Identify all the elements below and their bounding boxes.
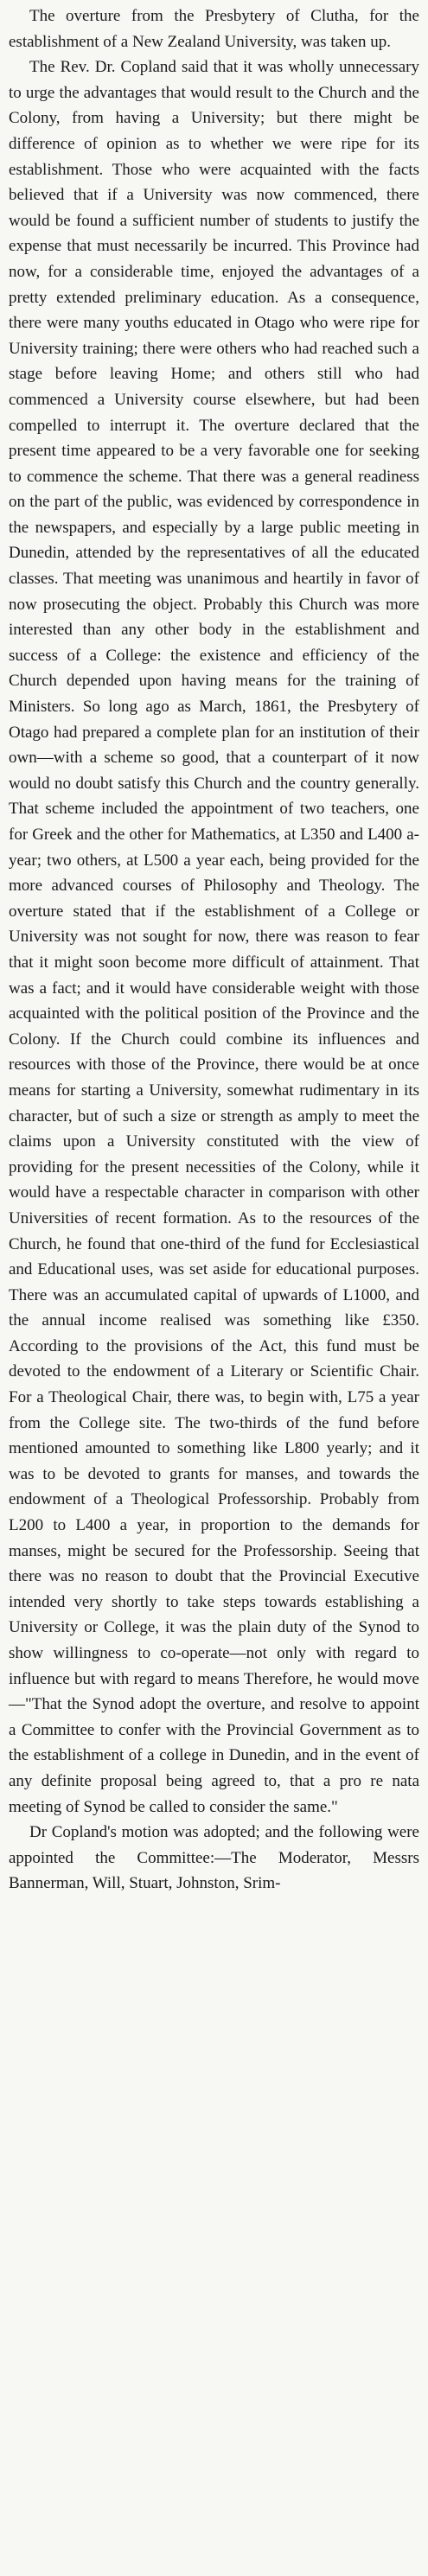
paragraph-committee-appointment: Dr Copland's motion was adopted; and the following were appointed the Committee:—The Moderator, Messrs Bannerman, Will, Stuart, Johnston, Srim- (9, 1823, 419, 1893)
paragraph-copland-speech: The Rev. Dr. Copland said that it was wholly unnecessary to urge the advantages that would result to the Church and the Colony, from having a University; but there might be difference of opinion as to whether we were ripe for its establishment. Those who were acquainted with the facts believed that if a University was now commenced, there would be found a sufficient number of students to justify the expense that must necessarily be incurred. This Province had now, for a considerable time, enjoyed the advantages of a pretty extended preliminary education. As a consequence, there were many youths educated in Otago who were ripe for University training; there were others who had reached such a stage before leaving Home; and others still who had commenced a University course elsewhere, but had been compelled to interrupt it. The overture declared that the present time appeared to be a very favorable one for seeking to commence the scheme. That there was a general readiness on the part of the public, was evidenced by correspondence in the newspapers, and especially by a large public meeting in Dunedin, attended by the representatives of all the educated classes. That meeting was unanimous and heartily in favor of now prosecuting the object. Probably this Church was more interested than any other body in the establishment and success of a College: the existence and efficiency of the Church depended upon having means for the training of Ministers. So long ago as March, 1861, the Presbytery of Otago had prepared a complete plan for an institution of their own—with a scheme so good, that a counterpart of it now would no doubt satisfy this Church and the country generally. That scheme included the appointment of two teachers, one for Greek and the other for Mathematics, at L350 and L400 a-year; two others, at L500 a year each, being provided for the more advanced courses of Philosophy and Theology. The overture stated that if the establishment of a College or University was not sought for now, there was reason to fear that it might soon become more difficult of attainment. That was a fact; and it would have considerable weight with those acquainted with the political position of the Province and the Colony. If the Church could combine its influences and resources with those of the Province, there would be at once means for starting a University, somewhat rudimentary in its character, but of such a size or strength as amply to meet the claims upon a University constituted with the view of providing for the present necessities of the Colony, while it would have a respectable character in comparison with other Universities of recent formation. As to the resources of the Church, he found that one-third of the fund for Ecclesiastical and Educational uses, was set aside for educational purposes. There was an accumulated capital of upwards of L1000, and the annual income realised was something like £350. According to the provisions of the Act, this fund must be devoted to the endowment of a Literary or Scientific Chair. For a Theological Chair, there was, to begin with, L75 a year from the College site. The two-thirds of the fund before mentioned amounted to something like L800 yearly; and it was to be devoted to grants for manses, and towards the endowment of a Theological Professorship. Probably from L200 to L400 a year, in proportion to the demands for manses, might be secured for the Professorship. Seeing that there was no reason to doubt that the Provincial Executive intended very shortly to take steps towards establishing a University or College, it was the plain duty of the Synod to show willingness to co-operate—not only with regard to influence but with regard to means Therefore, he would move—"That the Synod adopt the overture, and resolve to appoint a Committee to confer with the Provincial Government as to the establishment of a college in Dunedin, and in the event of any definite proposal being agreed to, that a pro re nata meeting of Synod be called to consider the same." (9, 58, 419, 1816)
paragraph-overture-intro: The overture from the Presbytery of Clutha, for the establishment of a New Zealand University, was taken up. (9, 7, 419, 51)
